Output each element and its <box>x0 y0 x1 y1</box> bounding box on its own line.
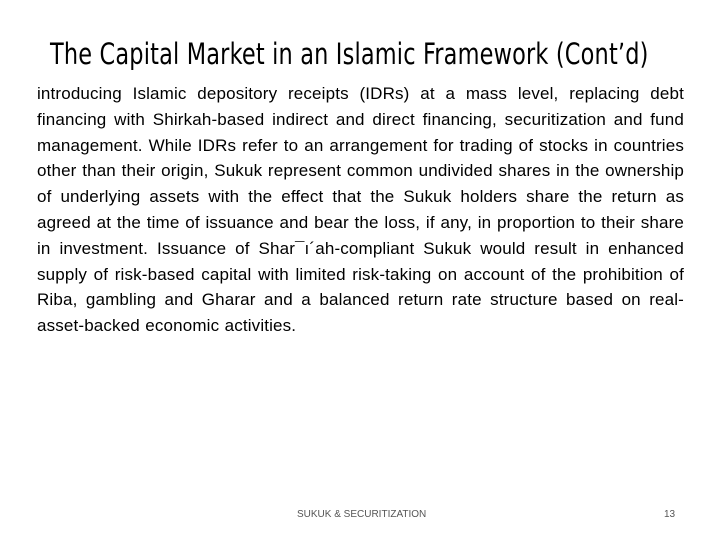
slide-footer <box>0 507 720 523</box>
slide-body-text: introducing Islamic depository receipts (IDRs) at a mass level, replacing debt financing with Shirkah-based indirect and direct financing, securitization and fund management. While IDRs refer to an arrangement for trading of stocks in countries other than their origin, Sukuk represent common undivided shares in the ownership of underlying assets with the effect that the Sukuk holders share the return as agreed at the time of issuance and bear the loss, if any, in proportion to their share in investment. Issuance of Shar¯ı´ah-compliant Sukuk would result in enhanced supply of risk-based capital with limited risk-taking on account of the prohibition of Riba, gambling and Gharar and a balanced return rate structure based on real-asset-backed economic activities. <box>37 84 684 336</box>
slide-title: The Capital Market in an Islamic Framework (Cont’d) <box>50 37 649 71</box>
page-number: 13 <box>664 509 676 520</box>
footer-title: SUKUK & SECURITIZATION <box>297 509 427 520</box>
